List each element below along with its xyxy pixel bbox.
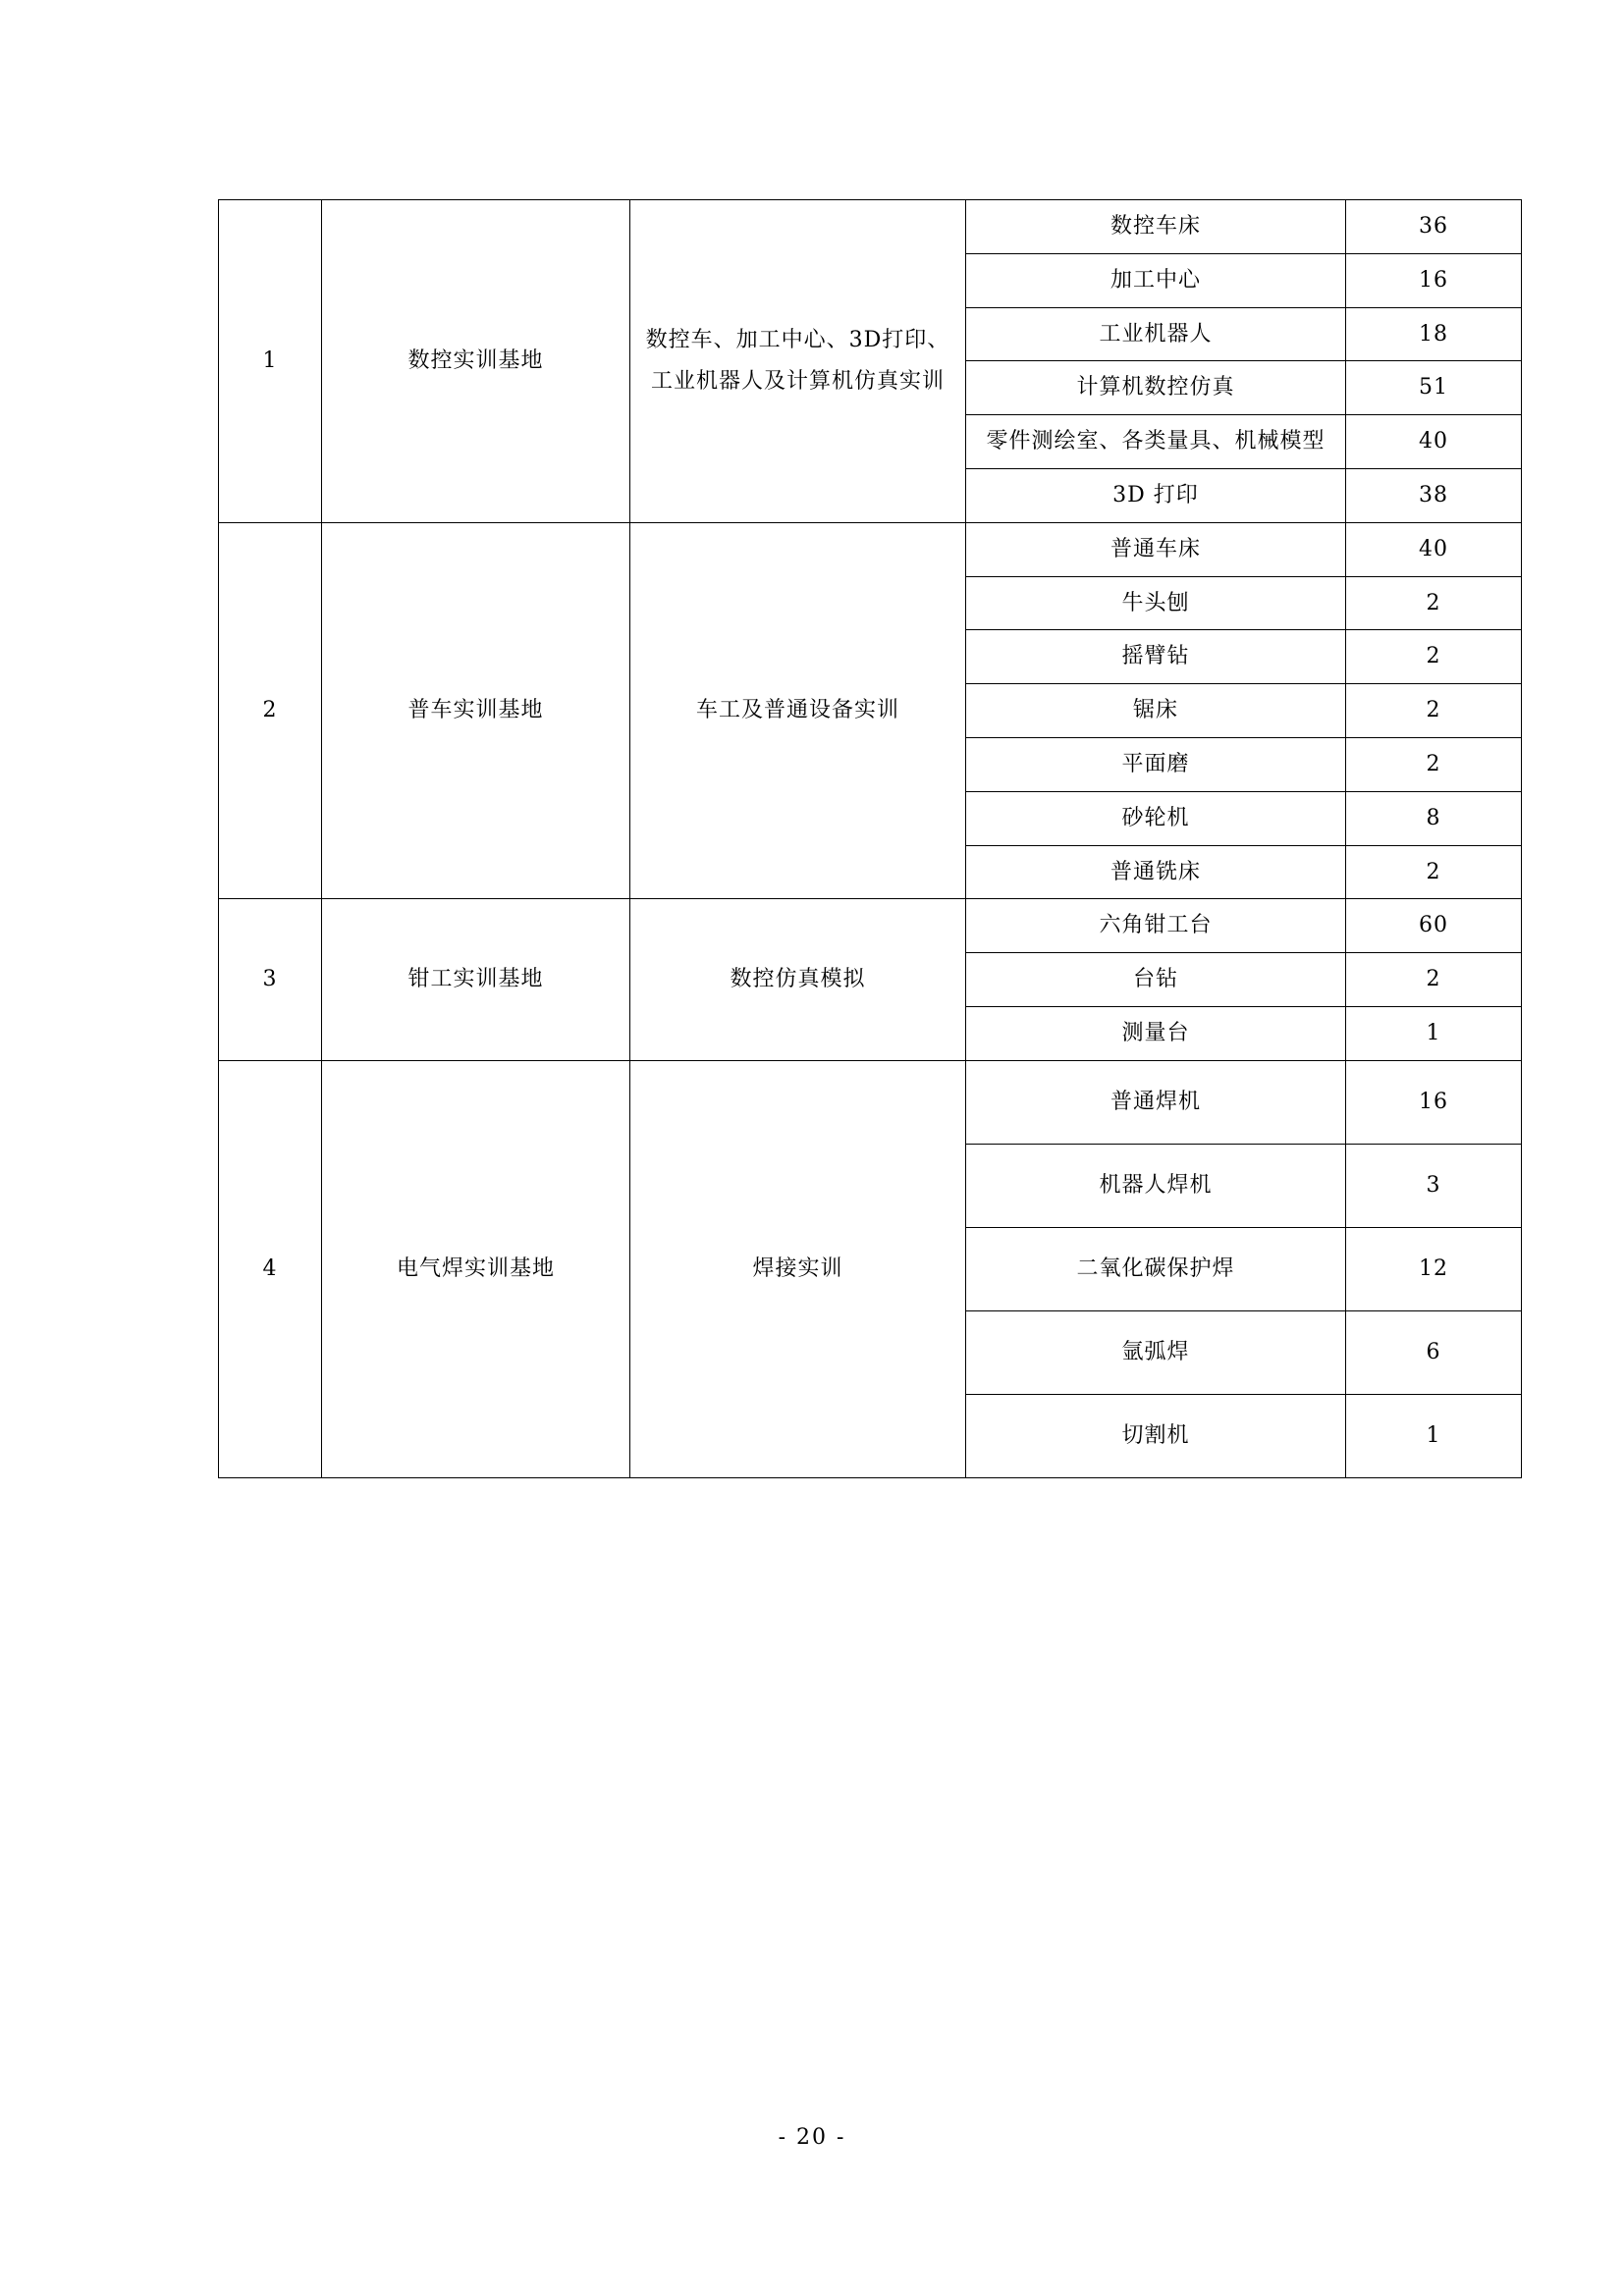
equipment-name: 零件测绘室、各类量具、机械模型 [986,429,1326,454]
training-content-cell [630,1060,966,1477]
training-content: 数控仿真模拟 [730,967,866,992]
equipment-name-cell [966,200,1346,254]
equipment-name: 机器人焊机 [1099,1172,1213,1198]
row-number-cell [219,899,322,1060]
equipment-name: 计算机数控仿真 [1076,375,1235,400]
equipment-qty-cell [1346,845,1522,899]
equipment-qty-cell [1346,791,1522,845]
row-number-cell [219,522,322,899]
equipment-name: 氩弧焊 [1121,1339,1190,1364]
base-name-cell [322,1060,630,1477]
equipment-name: 普通焊机 [1110,1089,1201,1114]
equipment-qty: 2 [1426,751,1441,776]
training-content: 车工及普通设备实训 [695,698,899,723]
row-number: 1 [262,347,278,373]
page-number: - 20 - [778,2125,846,2150]
equipment-qty: 2 [1426,698,1441,723]
equipment-name-cell [966,1060,1346,1144]
equipment-qty-cell [1346,684,1522,738]
row-number-cell [219,200,322,523]
equipment-name-cell [966,468,1346,522]
equipment-qty: 38 [1419,482,1448,507]
equipment-name: 牛头刨 [1121,590,1190,615]
equipment-name-cell [966,899,1346,953]
equipment-qty: 40 [1419,429,1448,454]
equipment-name: 3D 打印 [1112,482,1199,507]
equipment-name-cell [966,791,1346,845]
base-name: 数控实训基地 [407,347,544,373]
equipment-qty-cell [1346,576,1522,630]
base-name: 普车实训基地 [407,698,544,723]
base-name: 钳工实训基地 [407,967,544,992]
equipment-qty: 36 [1419,214,1448,239]
equipment-qty: 51 [1419,375,1448,400]
equipment-name-cell [966,1310,1346,1394]
row-number-cell [219,1060,322,1477]
training-content: 数控车、加工中心、3D打印、工业机器人及计算机仿真实训 [645,328,950,394]
equipment-name-cell [966,1144,1346,1227]
equipment-qty-cell [1346,899,1522,953]
equipment-name: 锯床 [1132,698,1178,723]
row-number: 2 [262,698,278,723]
equipment-qty-cell [1346,953,1522,1007]
equipment-name-cell [966,953,1346,1007]
equipment-name: 砂轮机 [1121,805,1190,830]
equipment-qty: 8 [1426,805,1441,830]
equipment-qty-cell [1346,1144,1522,1227]
equipment-qty: 60 [1419,913,1448,938]
training-content: 焊接实训 [752,1255,843,1281]
equipment-name: 加工中心 [1110,267,1201,293]
equipment-qty: 16 [1419,267,1448,293]
equipment-name: 台钻 [1132,967,1178,992]
equipment-name: 切割机 [1121,1422,1190,1448]
training-base-table [218,199,1522,1478]
equipment-qty: 3 [1426,1172,1441,1198]
equipment-qty-cell [1346,1394,1522,1477]
table-row [219,1060,1522,1144]
table-row [219,522,1522,576]
equipment-qty: 12 [1419,1255,1448,1281]
equipment-qty-cell [1346,737,1522,791]
equipment-qty: 2 [1426,644,1441,669]
equipment-qty-cell [1346,468,1522,522]
equipment-name: 测量台 [1121,1020,1190,1045]
equipment-name-cell [966,361,1346,415]
equipment-qty-cell [1346,1310,1522,1394]
equipment-qty: 6 [1426,1339,1441,1364]
equipment-qty-cell [1346,253,1522,307]
base-name: 电气焊实训基地 [396,1255,555,1281]
equipment-qty-cell [1346,200,1522,254]
equipment-name: 工业机器人 [1099,321,1213,347]
equipment-qty-cell [1346,522,1522,576]
training-content-cell [630,899,966,1060]
equipment-qty: 1 [1426,1422,1441,1448]
equipment-name: 平面磨 [1121,751,1190,776]
equipment-qty-cell [1346,1060,1522,1144]
equipment-name: 数控车床 [1110,214,1201,239]
equipment-qty-cell [1346,1227,1522,1310]
equipment-qty: 40 [1419,536,1448,561]
equipment-name-cell [966,737,1346,791]
equipment-qty: 1 [1426,1020,1441,1045]
equipment-name-cell [966,253,1346,307]
equipment-qty-cell [1346,1006,1522,1060]
equipment-name-cell [966,1394,1346,1477]
equipment-qty-cell [1346,630,1522,684]
training-base-table-wrapper [218,199,1448,1478]
training-content-cell [630,200,966,523]
equipment-name-cell [966,522,1346,576]
equipment-name: 二氧化碳保护焊 [1076,1255,1235,1281]
equipment-name: 六角钳工台 [1099,913,1213,938]
base-name-cell [322,899,630,1060]
equipment-name-cell [966,845,1346,899]
base-name-cell [322,200,630,523]
equipment-name: 摇臂钻 [1121,644,1190,669]
equipment-qty: 2 [1426,859,1441,884]
equipment-qty-cell [1346,307,1522,361]
equipment-qty: 18 [1419,321,1448,347]
row-number: 3 [262,967,278,992]
equipment-qty: 16 [1419,1089,1448,1114]
equipment-name-cell [966,630,1346,684]
equipment-name: 普通铣床 [1110,859,1201,884]
equipment-name-cell [966,307,1346,361]
table-row [219,899,1522,953]
equipment-name-cell [966,1227,1346,1310]
equipment-name: 普通车床 [1110,536,1201,561]
equipment-qty: 2 [1426,967,1441,992]
table-row [219,200,1522,254]
equipment-qty: 2 [1426,590,1441,615]
base-name-cell [322,522,630,899]
training-content-cell [630,522,966,899]
equipment-qty-cell [1346,415,1522,469]
row-number: 4 [262,1255,278,1281]
equipment-qty-cell [1346,361,1522,415]
equipment-name-cell [966,1006,1346,1060]
equipment-name-cell [966,415,1346,469]
equipment-name-cell [966,684,1346,738]
equipment-name-cell [966,576,1346,630]
